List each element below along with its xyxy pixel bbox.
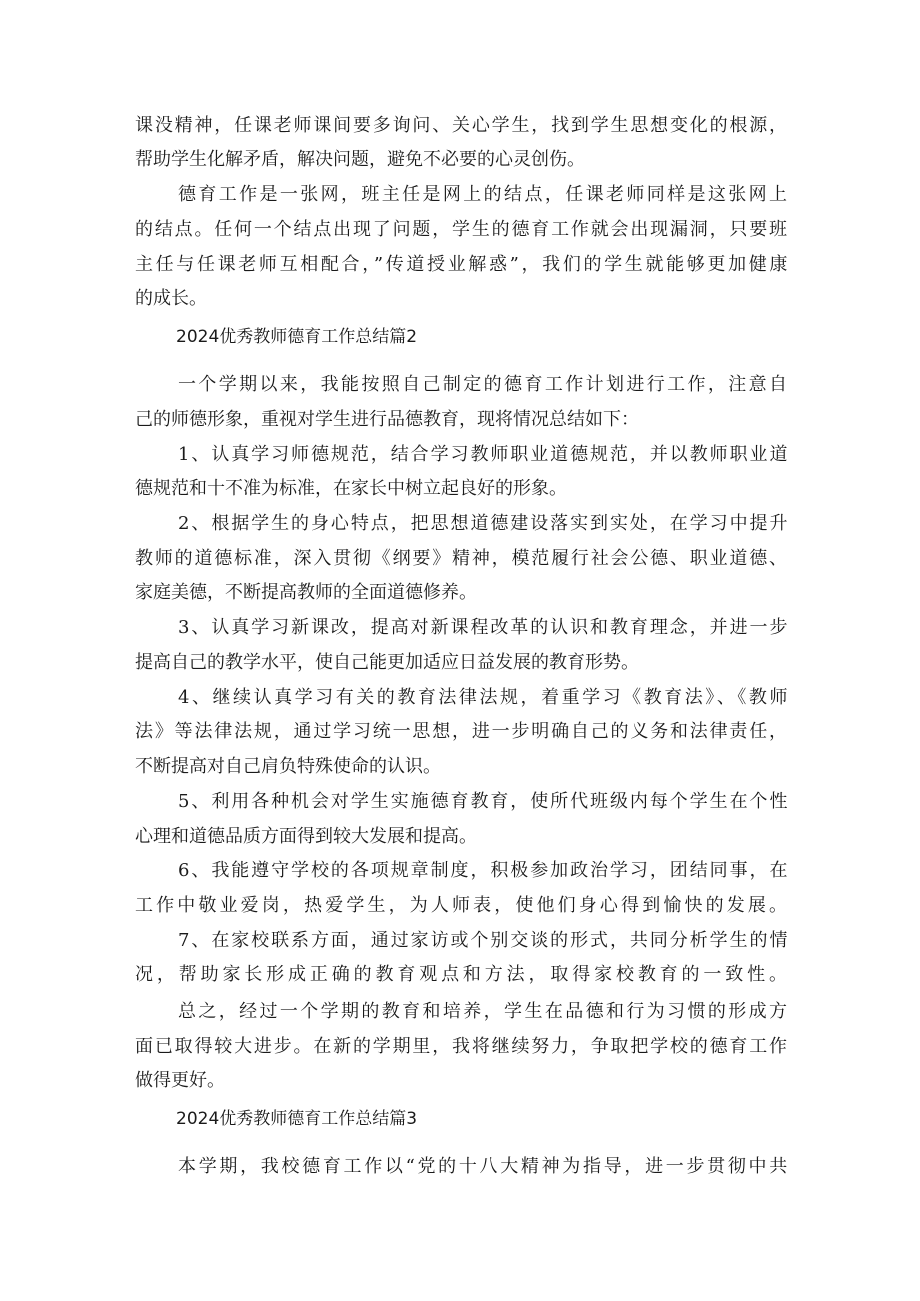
text-line: 6、我能遵守学校的各项规章制度，积极参加政治学习，团结同事，在 <box>178 860 790 881</box>
text-line: 德规范和十不准为标准，在家长中树立起良好的形象。 <box>135 478 567 499</box>
text-line: 己的师德形象，重视对学生进行品德教育，现将情况总结如下： <box>135 409 639 430</box>
text-line: 德育工作是一张网，班主任是网上的结点，任课老师同样是这张网上 <box>178 184 790 205</box>
section-heading: 2024优秀教师德育工作总结篇3 <box>176 1109 418 1129</box>
section-heading: 2024优秀教师德育工作总结篇2 <box>176 327 418 347</box>
text-line: 况，帮助家长形成正确的教育观点和方法，取得家校教育的一致性。 <box>135 964 791 985</box>
text-line: 心理和道德品质方面得到较大发展和提高。 <box>135 826 477 847</box>
text-line: 一个学期以来，我能按照自己制定的德育工作计划进行工作，注意自 <box>178 374 790 395</box>
text-line: 1、认真学习师德规范，结合学习教师职业道德规范，并以教师职业道 <box>178 444 790 465</box>
text-line: 主任与任课老师互相配合，”传道授业解惑”，我们的学生就能够更加健康 <box>135 254 791 275</box>
text-line: 做得更好。 <box>135 1070 225 1091</box>
text-line: 的结点。任何一个结点出现了问题，学生的德育工作就会出现漏洞，只要班 <box>135 219 789 240</box>
text-line: 课没精神，任课老师课间要多询问、关心学生，找到学生思想变化的根源， <box>135 115 789 136</box>
text-line: 工作中敬业爱岗，热爱学生，为人师表，使他们身心得到愉快的发展。 <box>135 895 791 916</box>
text-line: 提高自己的教学水平，使自己能更加适应日益发展的教育形势。 <box>135 652 639 673</box>
text-line: 7、在家校联系方面，通过家访或个别交谈的形式，共同分析学生的情 <box>178 930 790 951</box>
text-line: 总之，经过一个学期的教育和培养，学生在品德和行为习惯的形成方 <box>178 1001 790 1022</box>
text-line: 面已取得较大进步。在新的学期里，我将继续努力，争取把学校的德育工作 <box>135 1036 789 1057</box>
text-line: 不断提高对自己肩负特殊使命的认识。 <box>135 756 441 777</box>
text-line: 家庭美德，不断提高教师的全面道德修养。 <box>135 582 477 603</box>
text-line: 2、根据学生的身心特点，把思想道德建设落实到实处，在学习中提升 <box>178 513 790 534</box>
text-line: 教师的道德标准，深入贯彻《纲要》精神，模范履行社会公德、职业道德、 <box>135 548 789 569</box>
text-line: 的成长。 <box>135 288 207 309</box>
text-line: 5、利用各种机会对学生实施德育教育，使所代班级内每个学生在个性 <box>178 791 790 812</box>
text-line: 3、认真学习新课改，提高对新课程改革的认识和教育理念，并进一步 <box>178 617 790 638</box>
text-line: 4、继续认真学习有关的教育法律法规，着重学习《教育法》、《教师 <box>178 687 790 708</box>
text-line: 法》等法律法规，通过学习统一思想，进一步明确自己的义务和法律责任， <box>135 721 789 742</box>
text-line: 帮助学生化解矛盾，解决问题，避免不必要的心灵创伤。 <box>135 149 585 170</box>
text-line: 本学期，我校德育工作以“党的十八大精神为指导，进一步贯彻中共 <box>178 1156 790 1177</box>
